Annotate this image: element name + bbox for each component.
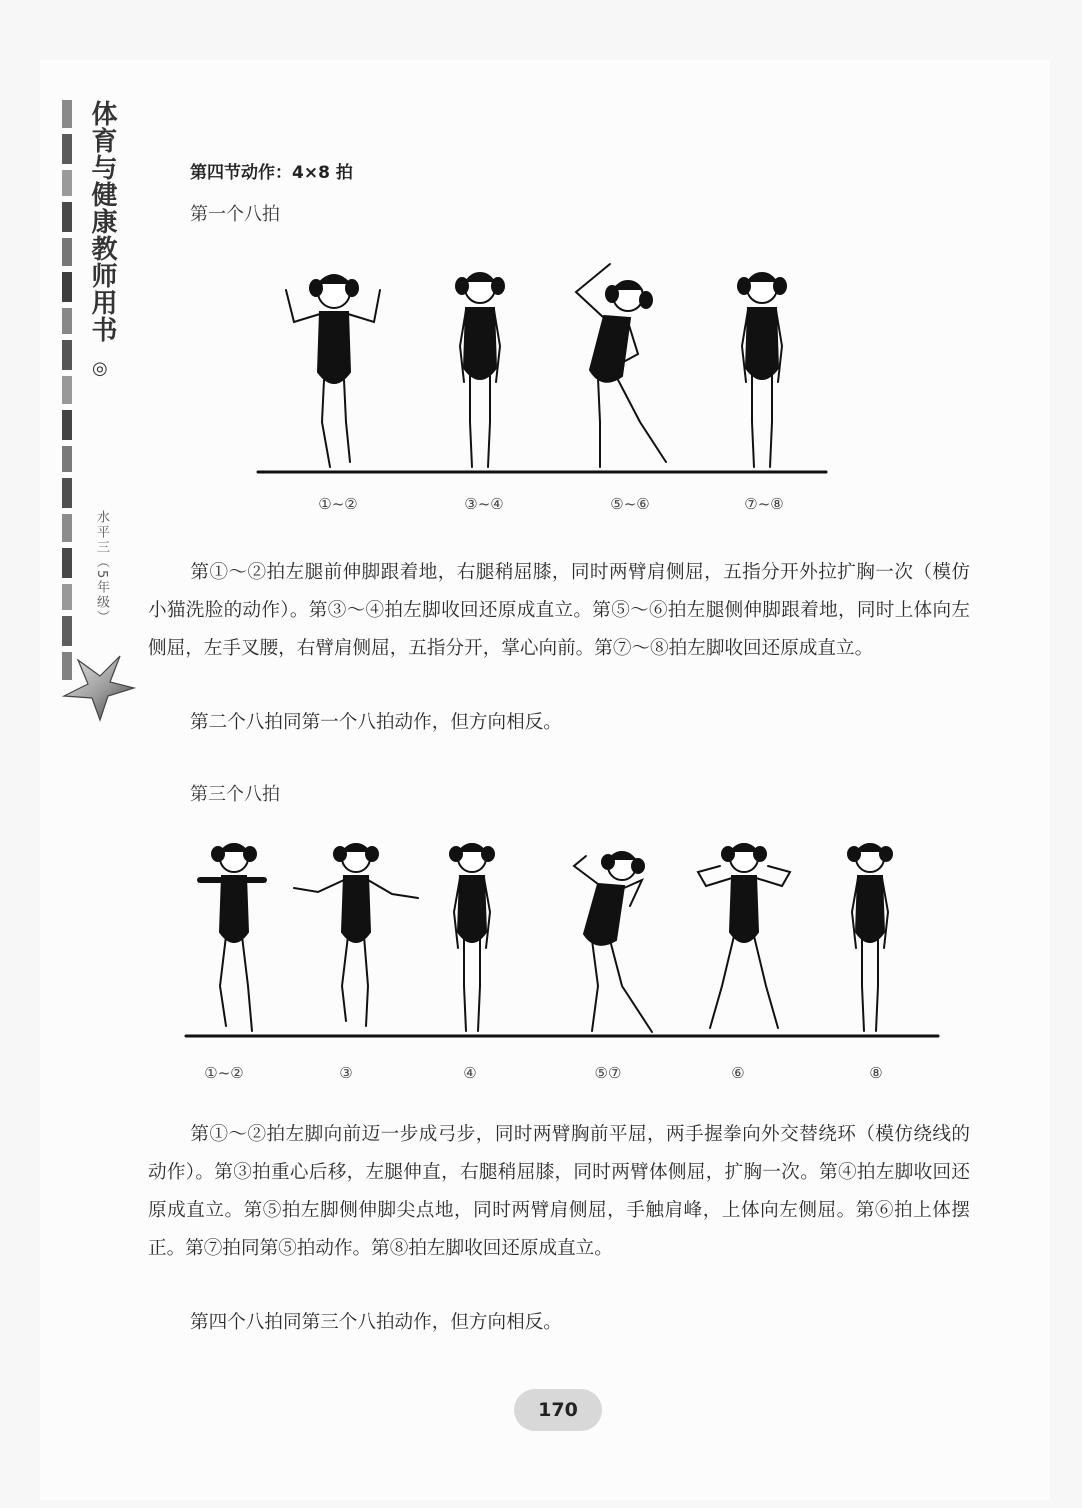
first-eight-title: 第一个八拍 [190,204,280,225]
fig2-label-2: ③ [339,1064,353,1082]
paragraph-2: 第二个八拍同第一个八拍动作，但方向相反。 [190,712,562,733]
fig2-label-4: ⑤⑦ [594,1064,622,1082]
figure-5 [200,844,264,1031]
fig2-label-6: ⑧ [869,1064,883,1082]
figure-1 [286,275,380,467]
fig1-label-4: ⑦~⑧ [744,495,784,513]
figure-8 [574,852,652,1032]
figure-2 [456,273,504,467]
page-number: 170 [538,1399,578,1421]
paragraph-3: 第①～②拍左脚向前迈一步成弓步，同时两臂胸前平屈，两手握拳向外交替绕环（模仿绕线的动作）。第③拍重心后移，左腿伸直，右腿稍屈膝，同时两臂体侧屈，扩胸一次。第④拍左脚收回还原成直立。第⑤拍左脚侧伸脚尖点地，同时两臂肩侧屈，手触肩峰，上体向左侧屈。第⑥拍上体摆正。第⑦拍同第⑤拍动作。第⑧拍左脚收回还原成直立。 [148,1124,970,1259]
figure-10 [848,844,892,1031]
paragraph-4: 第四个八拍同第三个八拍动作，但方向相反。 [190,1312,562,1333]
title-mark: ◎ [92,358,108,379]
book-title: 体育与健康教师用书 [87,100,117,343]
fig1-label-2: ③~④ [464,495,504,513]
section-heading: 第四节动作：4×8 拍 [190,163,353,183]
page-number-badge [514,1389,602,1431]
margin-stripes [62,100,72,686]
paragraph-1: 第①～②拍左腿前伸脚跟着地，右腿稍屈膝，同时两臂肩侧屈，五指分开外拉扩胸一次（模仿小猫洗脸的动作）。第③～④拍左脚收回还原成直立。第⑤～⑥拍左腿侧伸脚跟着地，同时上体向左侧屈，左手叉腰，右臂肩侧屈，五指分开，掌心向前。第⑦～⑧拍左脚收回还原成直立。 [148,562,970,659]
figure-3 [576,264,666,467]
figure-9 [698,844,790,1028]
fig2-label-1: ①~② [204,1064,244,1082]
third-eight-illustration [182,836,942,1046]
level-label: 水平三（5年级） [94,510,109,626]
figure-6 [294,844,418,1026]
third-eight-title: 第三个八拍 [190,784,280,805]
fig1-label-3: ⑤~⑥ [610,495,650,513]
figure-7 [450,844,494,1031]
first-eight-illustration [250,262,830,482]
fig2-label-3: ④ [463,1064,477,1082]
star-icon [60,652,136,722]
fig2-label-5: ⑥ [731,1064,745,1082]
fig1-label-1: ①~② [318,495,358,513]
figure-4 [738,273,786,467]
